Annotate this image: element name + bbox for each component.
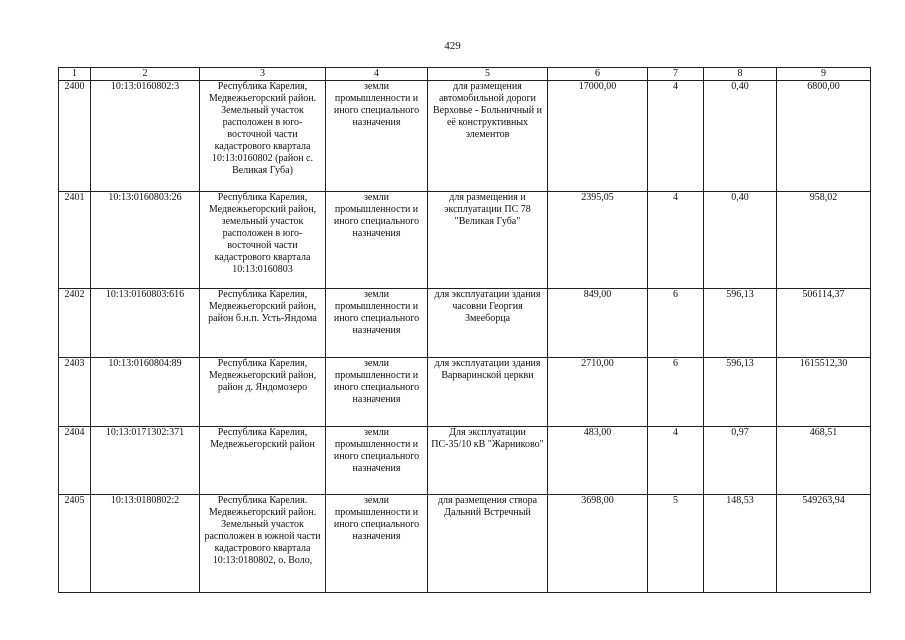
row-number: 2404 — [59, 427, 91, 495]
row-number: 2405 — [59, 495, 91, 593]
column-header: 4 — [326, 68, 428, 81]
land-category: земли промышленности и иного специального назначения — [326, 427, 428, 495]
col7-cell: 4 — [648, 192, 704, 289]
land-category: земли промышленности и иного специального назначения — [326, 495, 428, 593]
col7-cell: 6 — [648, 358, 704, 427]
column-header: 1 — [59, 68, 91, 81]
location-cell: Республика Карелия, Медвежьегорский район, земельный участок расположен в юго-восточной части кадастрового квартала 10:13:0160803 — [200, 192, 326, 289]
col8-cell: 596,13 — [704, 289, 777, 358]
column-header: 6 — [548, 68, 648, 81]
col7-cell: 4 — [648, 81, 704, 192]
col9-cell: 958,02 — [777, 192, 871, 289]
cadastral-number: 10:13:0171302:371 — [91, 427, 200, 495]
col9-cell: 1615512,30 — [777, 358, 871, 427]
area-cell: 17000,00 — [548, 81, 648, 192]
land-purpose: для размещения автомобильной дороги Верховье - Больничный и её конструктивных элементов — [428, 81, 548, 192]
cadastral-number: 10:13:0160803:616 — [91, 289, 200, 358]
land-purpose: Для эксплуатации ПС-35/10 кВ "Жарниково" — [428, 427, 548, 495]
table-row — [59, 358, 871, 427]
location-cell: Республика Карелия, Медвежьегорский район, район д. Яндомозеро — [200, 358, 326, 427]
col8-cell: 0,40 — [704, 192, 777, 289]
land-category: земли промышленности и иного специального назначения — [326, 358, 428, 427]
cadastral-number: 10:13:0160804:89 — [91, 358, 200, 427]
col7-cell: 5 — [648, 495, 704, 593]
row-number: 2400 — [59, 81, 91, 192]
area-cell: 483,00 — [548, 427, 648, 495]
cadastral-number: 10:13:0180802:2 — [91, 495, 200, 593]
land-purpose: для эксплуатации здания Варваринской церкви — [428, 358, 548, 427]
location-cell: Республика Карелия. Медвежьегорский район. Земельный участок расположен в южной части кадастрового квартала 10:13:0180802, о. Воло, — [200, 495, 326, 593]
location-cell: Республика Карелия, Медвежьегорский район. Земельный участок расположен в юго-восточной части кадастрового квартала 10:13:0160802 (район с. Великая Губа) — [200, 81, 326, 192]
table-row — [59, 192, 871, 289]
col9-cell: 549263,94 — [777, 495, 871, 593]
column-header: 2 — [91, 68, 200, 81]
col9-cell: 468,51 — [777, 427, 871, 495]
col7-cell: 6 — [648, 289, 704, 358]
area-cell: 849,00 — [548, 289, 648, 358]
land-category: земли промышленности и иного специального назначения — [326, 192, 428, 289]
col7-cell: 4 — [648, 427, 704, 495]
land-category: земли промышленности и иного специального назначения — [326, 81, 428, 192]
area-cell: 2710,00 — [548, 358, 648, 427]
page-number: 429 — [444, 40, 461, 52]
column-header: 8 — [704, 68, 777, 81]
table-row — [59, 427, 871, 495]
header-row — [59, 68, 871, 81]
land-table — [58, 67, 871, 593]
column-header: 9 — [777, 68, 871, 81]
table-row — [59, 81, 871, 192]
land-category: земли промышленности и иного специального назначения — [326, 289, 428, 358]
table-row — [59, 495, 871, 593]
location-cell: Республика Карелия, Медвежьегорский район, район б.н.п. Усть-Яндома — [200, 289, 326, 358]
cadastral-number: 10:13:0160802:3 — [91, 81, 200, 192]
col8-cell: 148,53 — [704, 495, 777, 593]
col9-cell: 506114,37 — [777, 289, 871, 358]
col8-cell: 0,40 — [704, 81, 777, 192]
land-purpose: для размещения створа Дальний Встречный — [428, 495, 548, 593]
col8-cell: 0,97 — [704, 427, 777, 495]
column-header: 3 — [200, 68, 326, 81]
row-number: 2403 — [59, 358, 91, 427]
table-row — [59, 289, 871, 358]
row-number: 2402 — [59, 289, 91, 358]
cadastral-number: 10:13:0160803:26 — [91, 192, 200, 289]
column-header: 5 — [428, 68, 548, 81]
row-number: 2401 — [59, 192, 91, 289]
land-purpose: для эксплуатации здания часовни Георгия Змееборца — [428, 289, 548, 358]
column-header: 7 — [648, 68, 704, 81]
col9-cell: 6800,00 — [777, 81, 871, 192]
land-purpose: для размещения и эксплуатации ПС 78 "Великая Губа" — [428, 192, 548, 289]
col8-cell: 596,13 — [704, 358, 777, 427]
area-cell: 2395,05 — [548, 192, 648, 289]
location-cell: Республика Карелия, Медвежьегорский район — [200, 427, 326, 495]
area-cell: 3698,00 — [548, 495, 648, 593]
